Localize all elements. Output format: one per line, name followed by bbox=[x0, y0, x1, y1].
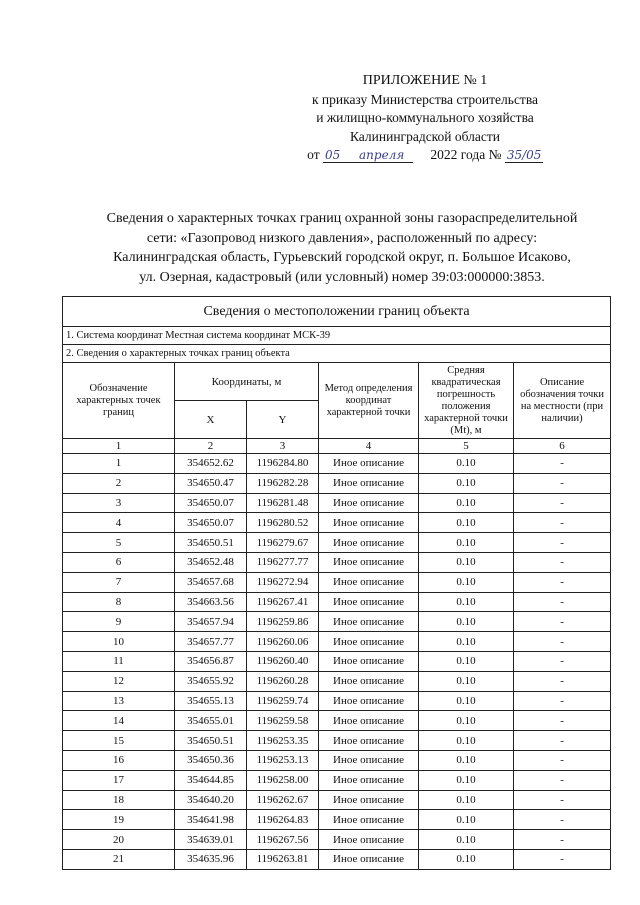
date-suffix: 2022 года № bbox=[430, 147, 502, 162]
points-section-row: 2. Сведения о характерных точках границ объекта bbox=[63, 345, 611, 363]
cell-description: - bbox=[514, 612, 611, 632]
table-row bbox=[63, 810, 611, 830]
table-row bbox=[63, 711, 611, 731]
cell-point-number: 21 bbox=[63, 849, 175, 869]
cell-point-number: 15 bbox=[63, 731, 175, 751]
cell-y: 1196277.77 bbox=[247, 552, 319, 572]
table-row bbox=[63, 493, 611, 513]
cell-description: - bbox=[514, 533, 611, 553]
cell-point-number: 14 bbox=[63, 711, 175, 731]
cell-point-number: 19 bbox=[63, 810, 175, 830]
cell-point-number: 8 bbox=[63, 592, 175, 612]
cell-x: 354650.51 bbox=[175, 731, 247, 751]
cell-x: 354657.68 bbox=[175, 572, 247, 592]
cell-x: 354652.48 bbox=[175, 552, 247, 572]
header-method: Метод определения координат характерной точки bbox=[319, 363, 419, 439]
table-row bbox=[63, 790, 611, 810]
cell-point-number: 12 bbox=[63, 671, 175, 691]
cell-error: 0.10 bbox=[419, 651, 514, 671]
heading-line-3: Калининградская область, Гурьевский городской округ, п. Большое Исаково, bbox=[113, 250, 571, 265]
header-error: Средняя квадратическая погрешность положения характерной точки (Mt), м bbox=[419, 363, 514, 439]
cell-x: 354650.07 bbox=[175, 513, 247, 533]
cell-y: 1196259.58 bbox=[247, 711, 319, 731]
table-row bbox=[63, 513, 611, 533]
cell-error: 0.10 bbox=[419, 731, 514, 751]
cell-point-number: 13 bbox=[63, 691, 175, 711]
cell-description: - bbox=[514, 810, 611, 830]
cell-error: 0.10 bbox=[419, 671, 514, 691]
cell-method: Иное описание bbox=[319, 612, 419, 632]
cell-point-number: 2 bbox=[63, 473, 175, 493]
cell-description: - bbox=[514, 691, 611, 711]
appendix-line-3: Калининградской области bbox=[349, 128, 501, 144]
cell-error: 0.10 bbox=[419, 691, 514, 711]
cell-description: - bbox=[514, 731, 611, 751]
header-y: Y bbox=[247, 401, 319, 439]
cell-method: Иное описание bbox=[319, 592, 419, 612]
header-coordinates: Координаты, м bbox=[175, 363, 319, 401]
cell-x: 354644.85 bbox=[175, 770, 247, 790]
cell-y: 1196260.06 bbox=[247, 632, 319, 652]
cell-x: 354650.47 bbox=[175, 473, 247, 493]
cell-point-number: 3 bbox=[63, 493, 175, 513]
table-row bbox=[63, 651, 611, 671]
cell-method: Иное описание bbox=[319, 711, 419, 731]
cell-x: 354652.62 bbox=[175, 454, 247, 474]
cell-description: - bbox=[514, 454, 611, 474]
cell-x: 354641.98 bbox=[175, 810, 247, 830]
heading-line-2: сети: «Газопровод низкого давления», расположенный по адресу: bbox=[146, 230, 538, 246]
cell-x: 354657.94 bbox=[175, 612, 247, 632]
cell-x: 354650.51 bbox=[175, 533, 247, 553]
cell-error: 0.10 bbox=[419, 513, 514, 533]
cell-point-number: 7 bbox=[63, 572, 175, 592]
cell-x: 354639.01 bbox=[175, 830, 247, 850]
handwritten-order-number: 35/05 bbox=[506, 148, 542, 162]
cell-method: Иное описание bbox=[319, 830, 419, 850]
cell-y: 1196264.83 bbox=[247, 810, 319, 830]
heading-line-4: ул. Озерная, кадастровый (или условный) номер 39:03:000000:3853. bbox=[139, 269, 545, 285]
cell-x: 354640.20 bbox=[175, 790, 247, 810]
cell-error: 0.10 bbox=[419, 473, 514, 493]
cell-x: 354635.96 bbox=[175, 849, 247, 869]
header-description: Описание обозначения точки на местности (при наличии) bbox=[514, 363, 611, 439]
cell-error: 0.10 bbox=[419, 810, 514, 830]
cell-y: 1196272.94 bbox=[247, 572, 319, 592]
cell-point-number: 17 bbox=[63, 770, 175, 790]
column-number: 6 bbox=[514, 439, 611, 454]
cell-method: Иное описание bbox=[319, 572, 419, 592]
cell-description: - bbox=[514, 790, 611, 810]
table-row bbox=[63, 592, 611, 612]
table-row bbox=[63, 750, 611, 770]
cell-x: 354657.77 bbox=[175, 632, 247, 652]
cell-y: 1196279.67 bbox=[247, 533, 319, 553]
appendix-title: ПРИЛОЖЕНИЕ № 1 bbox=[362, 73, 488, 88]
cell-error: 0.10 bbox=[419, 770, 514, 790]
cell-method: Иное описание bbox=[319, 651, 419, 671]
cell-y: 1196259.74 bbox=[247, 691, 319, 711]
table-row bbox=[63, 691, 611, 711]
cell-error: 0.10 bbox=[419, 790, 514, 810]
cell-error: 0.10 bbox=[419, 612, 514, 632]
appendix-line-1: к приказу Министерства строительства bbox=[311, 91, 539, 107]
cell-description: - bbox=[514, 770, 611, 790]
table-row bbox=[63, 731, 611, 751]
cell-y: 1196259.86 bbox=[247, 612, 319, 632]
table-row bbox=[63, 770, 611, 790]
header-x: X bbox=[175, 401, 247, 439]
cell-error: 0.10 bbox=[419, 830, 514, 850]
date-prefix: от bbox=[307, 147, 320, 162]
cell-description: - bbox=[514, 711, 611, 731]
table-row bbox=[63, 454, 611, 474]
cell-y: 1196282.28 bbox=[247, 473, 319, 493]
cell-method: Иное описание bbox=[319, 552, 419, 572]
cell-error: 0.10 bbox=[419, 849, 514, 869]
cell-method: Иное описание bbox=[319, 849, 419, 869]
table-row bbox=[63, 473, 611, 493]
cell-y: 1196260.40 bbox=[247, 651, 319, 671]
cell-y: 1196253.35 bbox=[247, 731, 319, 751]
cell-error: 0.10 bbox=[419, 750, 514, 770]
heading-line-1: Сведения о характерных точках границ охранной зоны газораспределительной bbox=[106, 211, 578, 226]
cell-x: 354650.07 bbox=[175, 493, 247, 513]
cell-error: 0.10 bbox=[419, 592, 514, 612]
appendix-header bbox=[300, 72, 550, 165]
cell-method: Иное описание bbox=[319, 731, 419, 751]
cell-description: - bbox=[514, 572, 611, 592]
column-number: 2 bbox=[175, 439, 247, 454]
column-number: 1 bbox=[63, 439, 175, 454]
cell-description: - bbox=[514, 513, 611, 533]
cell-y: 1196267.56 bbox=[247, 830, 319, 850]
table-row bbox=[63, 533, 611, 553]
coordinate-system-row: 1. Система координат Местная система координат МСК-39 bbox=[63, 327, 611, 345]
cell-description: - bbox=[514, 493, 611, 513]
cell-error: 0.10 bbox=[419, 572, 514, 592]
cell-y: 1196281.48 bbox=[247, 493, 319, 513]
cell-method: Иное описание bbox=[319, 473, 419, 493]
cell-x: 354655.13 bbox=[175, 691, 247, 711]
cell-error: 0.10 bbox=[419, 552, 514, 572]
cell-description: - bbox=[514, 632, 611, 652]
cell-point-number: 1 bbox=[63, 454, 175, 474]
cell-point-number: 11 bbox=[63, 651, 175, 671]
cell-description: - bbox=[514, 750, 611, 770]
column-number: 5 bbox=[419, 439, 514, 454]
table-row bbox=[63, 552, 611, 572]
table-row bbox=[63, 632, 611, 652]
cell-method: Иное описание bbox=[319, 533, 419, 553]
cell-point-number: 18 bbox=[63, 790, 175, 810]
cell-y: 1196284.80 bbox=[247, 454, 319, 474]
cell-method: Иное описание bbox=[319, 671, 419, 691]
cell-description: - bbox=[514, 849, 611, 869]
boundary-points-table bbox=[62, 296, 611, 870]
cell-method: Иное описание bbox=[319, 770, 419, 790]
cell-point-number: 20 bbox=[63, 830, 175, 850]
table-row bbox=[63, 612, 611, 632]
cell-y: 1196267.41 bbox=[247, 592, 319, 612]
cell-method: Иное описание bbox=[319, 750, 419, 770]
cell-point-number: 16 bbox=[63, 750, 175, 770]
order-date-line bbox=[300, 146, 550, 165]
table-row bbox=[63, 671, 611, 691]
appendix-line-2: и жилищно-коммунального хозяйства bbox=[316, 110, 534, 125]
cell-method: Иное описание bbox=[319, 513, 419, 533]
cell-x: 354663.56 bbox=[175, 592, 247, 612]
cell-x: 354655.01 bbox=[175, 711, 247, 731]
cell-description: - bbox=[514, 473, 611, 493]
cell-x: 354656.87 bbox=[175, 651, 247, 671]
cell-method: Иное описание bbox=[319, 691, 419, 711]
document-heading bbox=[72, 209, 612, 287]
table-row bbox=[63, 830, 611, 850]
cell-method: Иное описание bbox=[319, 454, 419, 474]
table-title: Сведения о местоположении границ объекта bbox=[63, 297, 611, 327]
cell-method: Иное описание bbox=[319, 632, 419, 652]
cell-error: 0.10 bbox=[419, 711, 514, 731]
cell-method: Иное описание bbox=[319, 790, 419, 810]
cell-description: - bbox=[514, 671, 611, 691]
cell-x: 354650.36 bbox=[175, 750, 247, 770]
cell-y: 1196263.81 bbox=[247, 849, 319, 869]
cell-x: 354655.92 bbox=[175, 671, 247, 691]
cell-point-number: 4 bbox=[63, 513, 175, 533]
cell-y: 1196262.67 bbox=[247, 790, 319, 810]
cell-description: - bbox=[514, 592, 611, 612]
cell-point-number: 10 bbox=[63, 632, 175, 652]
column-number: 3 bbox=[247, 439, 319, 454]
table-row bbox=[63, 849, 611, 869]
handwritten-month: апреля bbox=[357, 148, 413, 163]
cell-y: 1196258.00 bbox=[247, 770, 319, 790]
cell-method: Иное описание bbox=[319, 493, 419, 513]
handwritten-day: 05 bbox=[323, 148, 357, 163]
table-row bbox=[63, 572, 611, 592]
cell-point-number: 5 bbox=[63, 533, 175, 553]
cell-point-number: 6 bbox=[63, 552, 175, 572]
cell-description: - bbox=[514, 552, 611, 572]
cell-description: - bbox=[514, 830, 611, 850]
cell-error: 0.10 bbox=[419, 632, 514, 652]
cell-point-number: 9 bbox=[63, 612, 175, 632]
cell-error: 0.10 bbox=[419, 533, 514, 553]
cell-error: 0.10 bbox=[419, 454, 514, 474]
cell-y: 1196280.52 bbox=[247, 513, 319, 533]
cell-description: - bbox=[514, 651, 611, 671]
header-designation: Обозначение характерных точек границ bbox=[63, 363, 175, 439]
cell-y: 1196253.13 bbox=[247, 750, 319, 770]
cell-error: 0.10 bbox=[419, 493, 514, 513]
cell-y: 1196260.28 bbox=[247, 671, 319, 691]
cell-method: Иное описание bbox=[319, 810, 419, 830]
column-number: 4 bbox=[319, 439, 419, 454]
